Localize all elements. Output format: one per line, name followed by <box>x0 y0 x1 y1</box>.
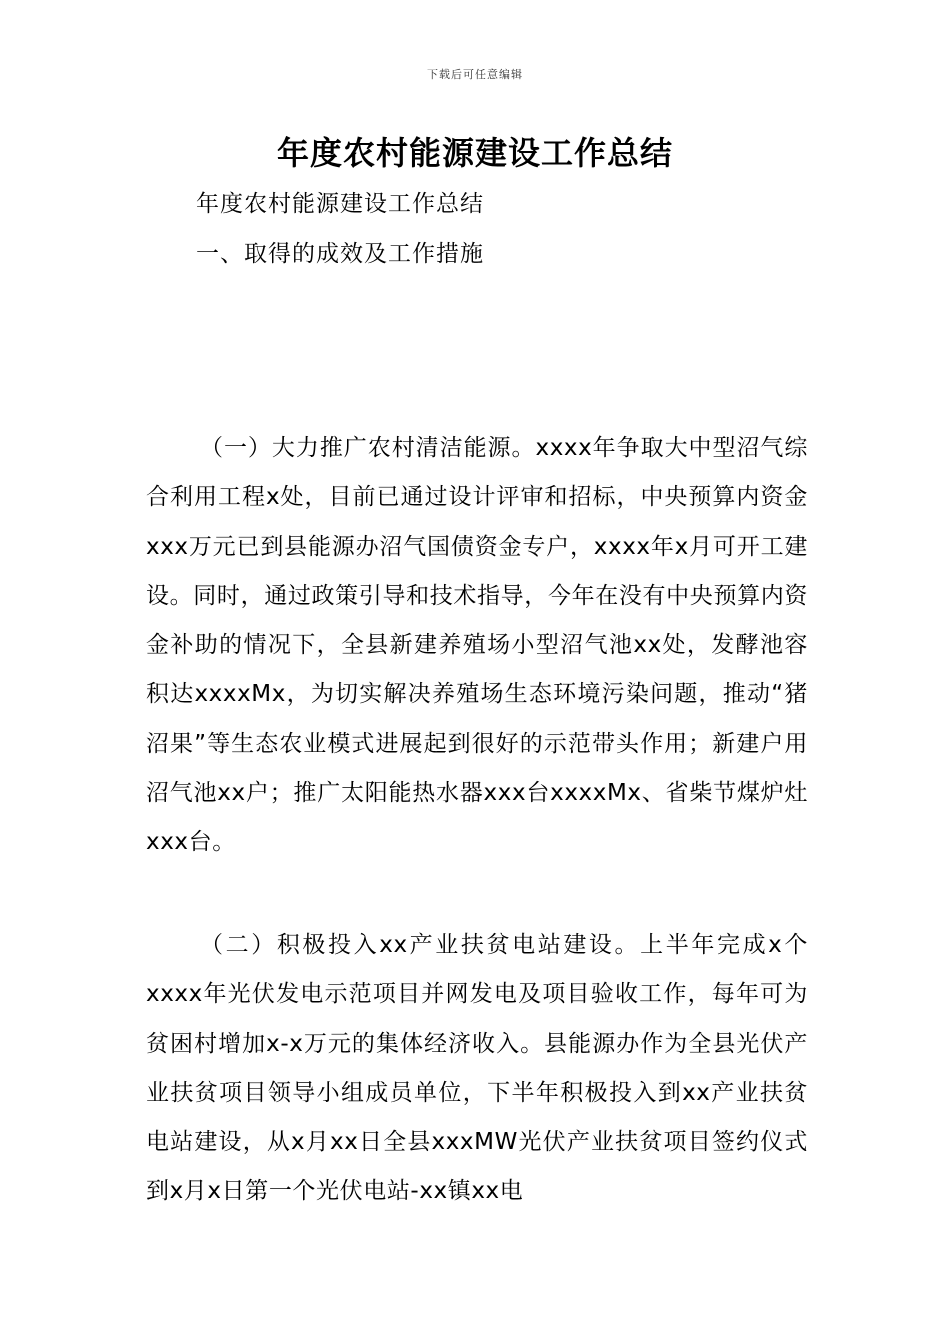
header-note: 下载后可任意编辑 <box>427 68 523 81</box>
document-subtitle: 年度农村能源建设工作总结 <box>196 191 484 217</box>
section-heading: 一、取得的成效及工作措施 <box>196 241 484 267</box>
paragraph-clean-energy: （一）大力推广农村清洁能源。xxxx年争取大中型沼气综合利用工程x处，目前已通过设计评审和招标，中央预算内资金xxx万元已到县能源办沼气国债资金专户，xxxx年x月可开工建设。同时，通过政策引导和技术指导，今年在没有中央预算内资金补助的情况下，全县新建养殖场小型沼气池xx处，发酵池容积达xxxxMx，为切实解决养殖场生态环境污染问题，推动“猪沼果”等生态农业模式进展起到很好的示范带头作用；新建户用沼气池xx户；推广太阳能热水器xxx台xxxxMx、省柴节煤炉灶xxx台。 <box>146 435 808 856</box>
document-title: 年度农村能源建设工作总结 <box>276 134 673 172</box>
paragraph-solar-poverty-relief: （二）积极投入xx产业扶贫电站建设。上半年完成x个xxxx年光伏发电示范项目并网发电及项目验收工作，每年可为贫困村增加x-x万元的集体经济收入。县能源办作为全县光伏产业扶贫项目领导小组成员单位，下半年积极投入到xx产业扶贫电站建设，从x月xx日全县xxxMW光伏产业扶贫项目签约仪式到x月x日第一个光伏电站-xx镇xx电 <box>146 932 808 1205</box>
